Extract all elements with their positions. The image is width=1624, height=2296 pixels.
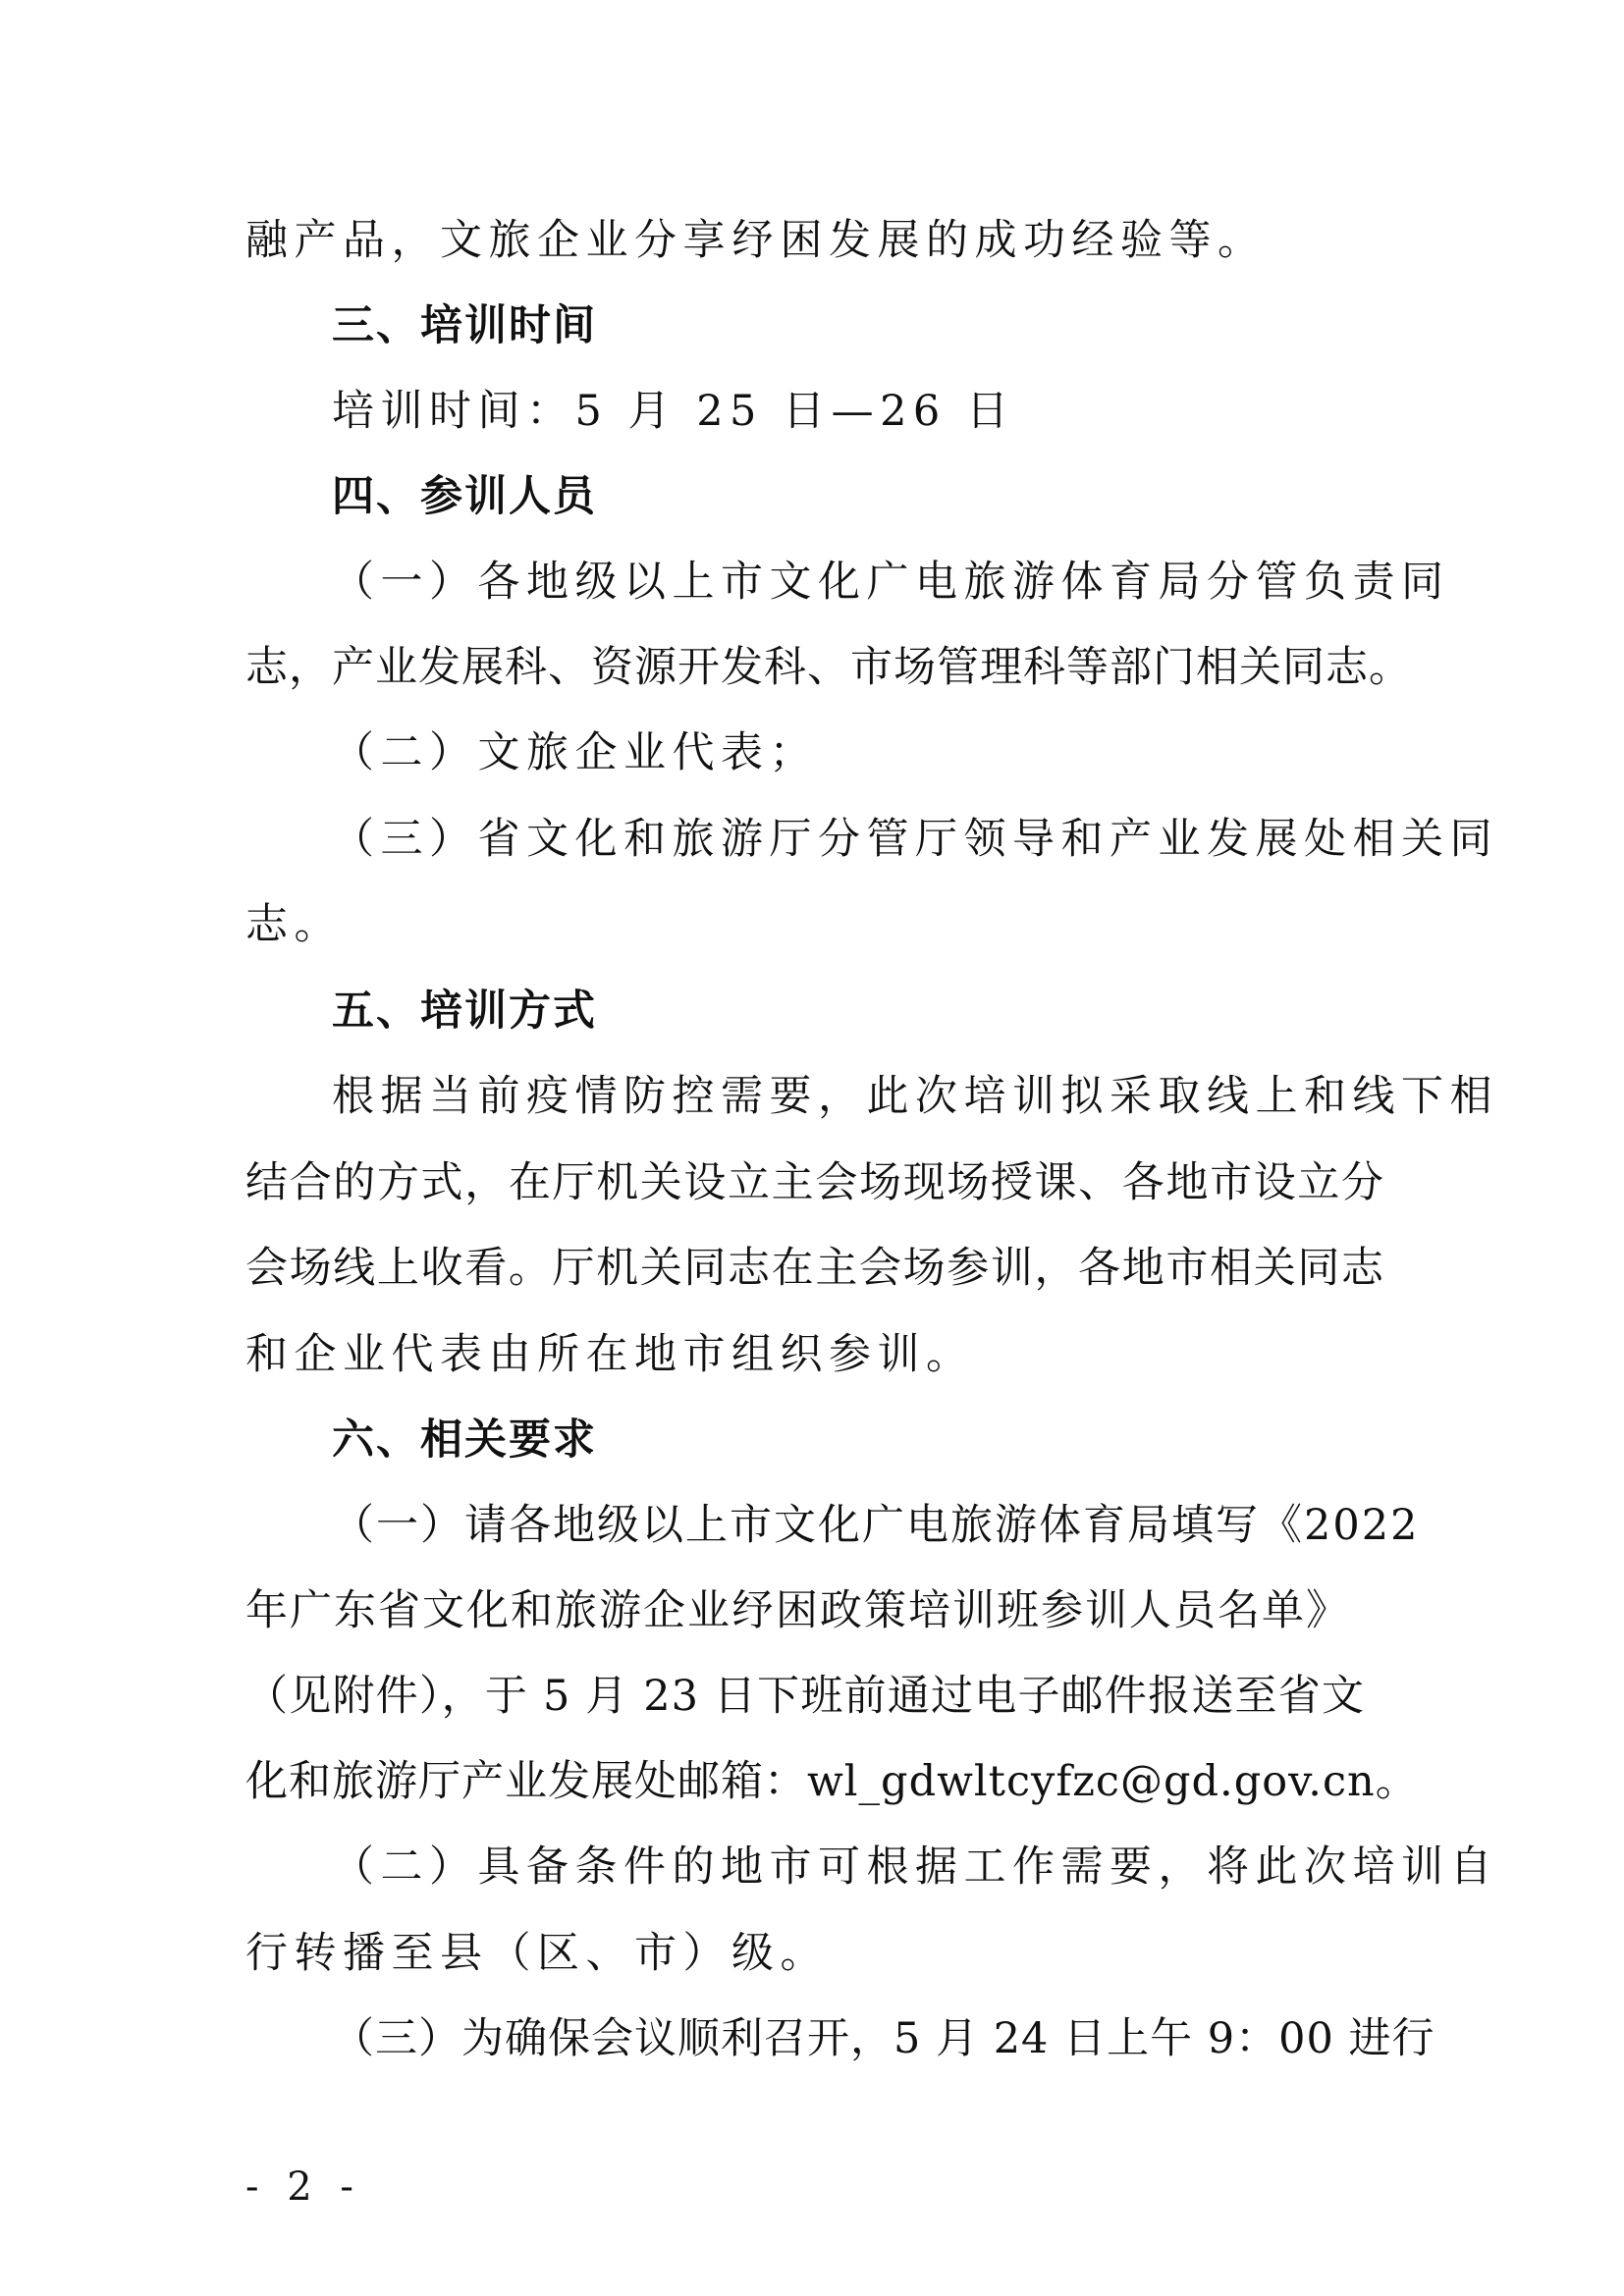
email-line: 化和旅游厅产业发展处邮箱：wl_gdwltcyfzc@gd.gov.cn。 (245, 1757, 1419, 1806)
body-line: 根据当前疫情防控需要，此次培训拟采取线上和线下相 (332, 1072, 1498, 1121)
body-line: （见附件），于 5 月 23 日下班前通过电子邮件报送至省文 (245, 1672, 1365, 1721)
body-line: （三）省文化和旅游厅分管厅领导和产业发展处相关同 (332, 815, 1498, 864)
body-line: 志，产业发展科、资源开发科、市场管理科等部门相关同志。 (245, 643, 1412, 692)
section-heading-requirements: 六、相关要求 (332, 1415, 597, 1465)
body-line: 和企业代表由所在地市组织参训。 (245, 1330, 975, 1379)
body-line: （一）请各地级以上市文化广电旅游体育局填写《2022 (332, 1501, 1420, 1550)
body-line: 志。 (245, 900, 343, 949)
page-number: - 2 - (245, 2164, 361, 2210)
section-heading-training-time: 三、培训时间 (332, 301, 597, 350)
body-line: 年广东省文化和旅游企业纾困政策培训班参训人员名单》 (245, 1586, 1350, 1635)
body-line: 行转播至县（区、市）级。 (245, 1929, 829, 1978)
body-line: 培训时间：5 月 25 日—26 日 (332, 387, 1015, 436)
body-line: （一）各地级以上市文化广电旅游体育局分管负责同 (332, 558, 1450, 607)
body-line: （二）文旅企业代表； (332, 728, 818, 777)
section-heading-training-method: 五、培训方式 (332, 987, 597, 1036)
body-line: 融产品，文旅企业分享纾困发展的成功经验等。 (245, 216, 1267, 265)
body-line: 会场线上收看。厅机关同志在主会场参训，各地市相关同志 (245, 1244, 1384, 1293)
section-heading-participants: 四、参训人员 (332, 472, 597, 521)
body-line: （二）具备条件的地市可根据工作需要，将此次培训自 (332, 1842, 1498, 1892)
body-line: （三）为确保会议顺利召开，5 月 24 日上午 9：00 进行 (332, 2014, 1435, 2063)
body-line: 结合的方式，在厅机关设立主会场现场授课、各地市设立分 (245, 1158, 1384, 1207)
